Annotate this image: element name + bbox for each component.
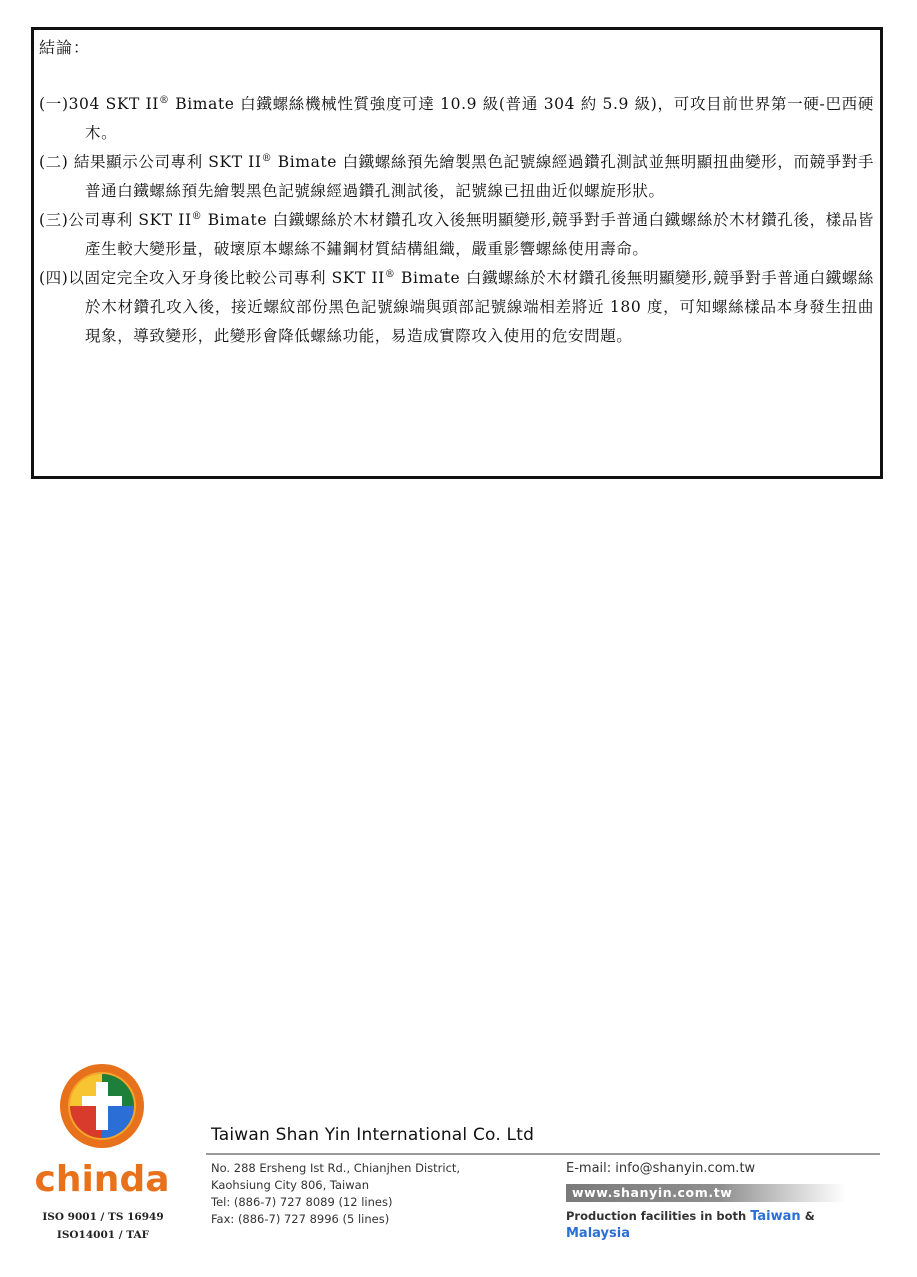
country-malaysia: Malaysia: [566, 1226, 630, 1241]
website-link[interactable]: www.shanyin.com.tw: [566, 1184, 846, 1202]
registered-mark: ®: [191, 210, 203, 222]
item-3-after: Bimate 白鐵螺絲於木材鑽孔攻入後無明顯變形,競爭對手普通白鐵螺絲於木材鑽孔後，樣品皆產生較大變形量，破壞原本螺絲不鏽鋼材質結構組織，嚴重影響螺絲使用壽命。: [85, 211, 874, 258]
registered-mark: ®: [159, 94, 170, 106]
item-2-before: (二) 結果顯示公司專利 SKT II: [39, 153, 262, 171]
company-name: Taiwan Shan Yin International Co. Ltd: [211, 1125, 535, 1145]
company-logo: [30, 1060, 180, 1250]
production-facilities: [566, 1208, 882, 1242]
registered-mark: ®: [384, 268, 396, 280]
conclusion-item-2: [39, 148, 874, 206]
iso-certification-2: ISO14001 / TAF: [56, 1229, 150, 1241]
item-4-after: Bimate 白鐵螺絲於木材鑽孔後無明顯變形,競爭對手普通白鐵螺絲於木材鑽孔攻入後，接近螺紋部份黑色記號線端與頭部記號線端相差將近 180 度，可知螺絲樣品本身發生扭曲現象，導致變形，此變形會降低螺絲功能，易造成實際攻入使用的危安問題。: [85, 269, 874, 345]
company-contact: [566, 1160, 882, 1242]
item-4-before: (四)以固定完全攻入牙身後比較公司專利 SKT II: [39, 269, 385, 287]
item-3-before: (三)公司專利 SKT II: [39, 211, 192, 229]
email-address[interactable]: E-mail: info@shanyin.com.tw: [566, 1161, 756, 1176]
item-2-after: Bimate 白鐵螺絲預先繪製黑色記號線經過鑽孔測試並無明顯扭曲變形，而競爭對手普通白鐵螺絲預先繪製黑色記號線經過鑽孔測試後，記號線已扭曲近似螺旋形狀。: [85, 153, 874, 200]
item-1-after: Bimate 白鐵螺絲機械性質強度可達 10.9 級(普通 304 約 5.9 級)，可攻目前世界第一硬-巴西硬木。: [85, 95, 874, 142]
conclusion-title: 結論：: [39, 38, 91, 57]
logo-emblem-icon: [58, 1062, 146, 1150]
fax: Fax: (886-7) 727 8996 (5 lines): [211, 1212, 390, 1226]
conclusion-item-3: [39, 206, 874, 264]
telephone: Tel: (886-7) 727 8089 (12 lines): [211, 1195, 393, 1209]
logo-wordmark: chinda: [34, 1159, 170, 1200]
registered-mark: ®: [261, 152, 273, 164]
company-address: [211, 1160, 460, 1228]
production-prefix: Production facilities in both: [566, 1209, 751, 1223]
iso-certification-1: ISO 9001 / TS 16949: [42, 1211, 164, 1223]
item-1-before: (一)304 SKT II: [39, 95, 160, 113]
country-taiwan: Taiwan: [750, 1209, 801, 1224]
conclusion-item-4: [39, 264, 874, 351]
divider: [206, 1153, 880, 1155]
address-line-2: Kaohsiung City 806, Taiwan: [211, 1178, 369, 1192]
conclusion-box: [31, 27, 883, 479]
ampersand: &: [800, 1209, 815, 1223]
conclusion-item-1: [39, 90, 874, 148]
address-line-1: No. 288 Ersheng Ist Rd., Chianjhen District,: [211, 1161, 461, 1175]
letterhead-footer: [0, 1060, 917, 1277]
